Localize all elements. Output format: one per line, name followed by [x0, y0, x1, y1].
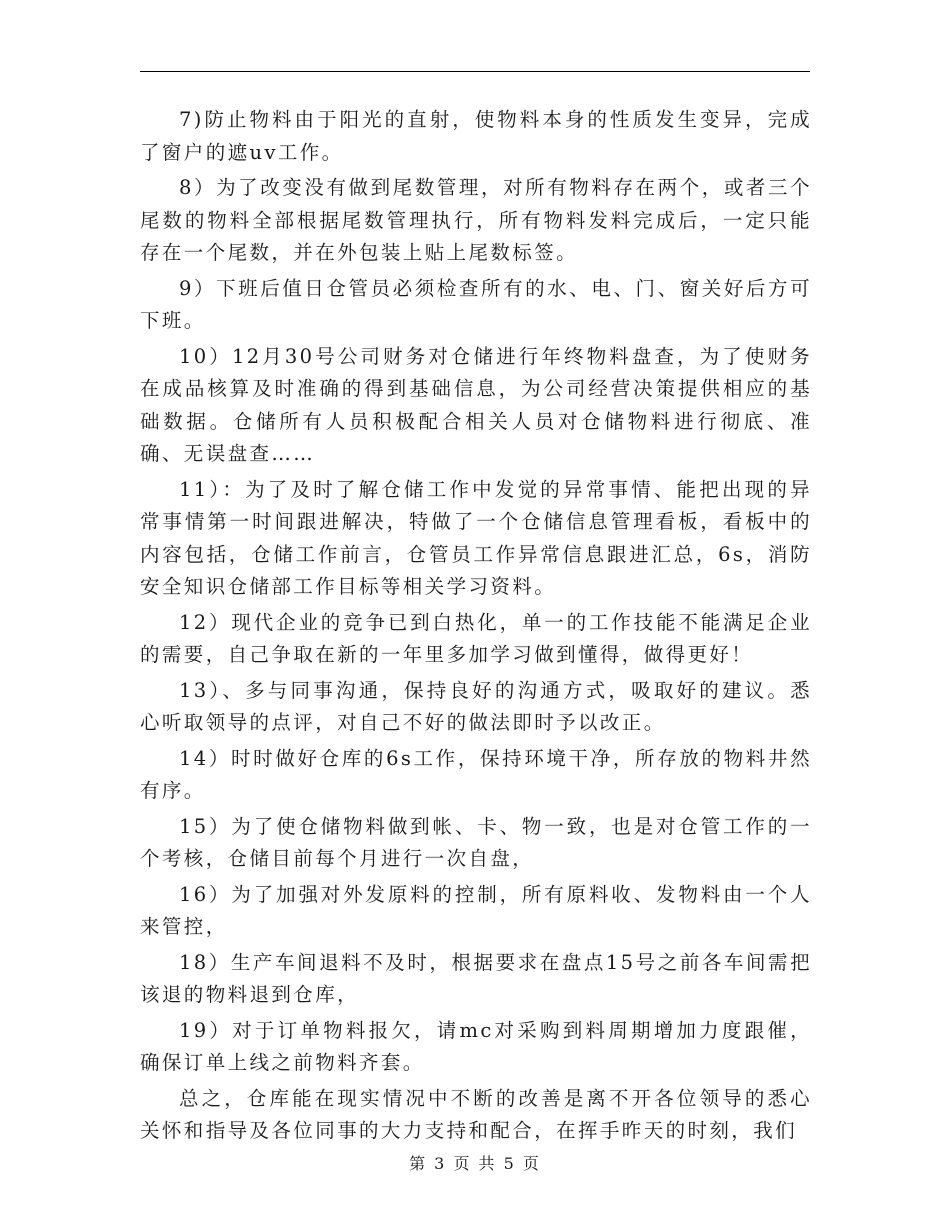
paragraph: 16）为了加强对外发原料的控制，所有原料收、发物料由一个人来管控， — [140, 882, 812, 938]
paragraph: 12）现代企业的竞争已到白热化，单一的工作技能不能满足企业的需要，自己争取在新的一年里多加学习做到懂得，做得更好！ — [140, 610, 812, 666]
paragraph: 13）、多与同事沟通，保持良好的沟通方式，吸取好的建议。悉心听取领导的点评，对自己不好的做法即时予以改正。 — [140, 678, 812, 734]
paragraph: 总之，仓库能在现实情况中不断的改善是离不开各位领导的悉心关怀和指导及各位同事的大力支持和配合，在挥手昨天的时刻，我们 — [140, 1086, 812, 1142]
page-number: 第 3 页 共 5 页 — [409, 1154, 541, 1173]
paragraph: 11）：为了及时了解仓储工作中发觉的异常事情、能把出现的异常事情第一时间跟进解决，特做了一个仓储信息管理看板，看板中的内容包括，仓储工作前言，仓管员工作异常信息跟进汇总，6s，消防安全知识仓储部工作目标等相关学习资料。 — [140, 477, 812, 598]
header-rule — [140, 71, 810, 72]
paragraph: 10）12月30号公司财务对仓储进行年终物料盘查，为了使财务在成品核算及时准确的得到基础信息，为公司经营决策提供相应的基础数据。仓储所有人员积极配合相关人员对仓储物料进行彻底、准确、无误盘查…… — [140, 344, 812, 465]
paragraph: 14）时时做好仓库的6s工作，保持环境干净，所存放的物料井然有序。 — [140, 746, 812, 802]
paragraph: 7)防止物料由于阳光的直射，使物料本身的性质发生变异，完成了窗户的遮uv工作。 — [140, 108, 812, 164]
paragraph: 15）为了使仓储物料做到帐、卡、物一致，也是对仓管工作的一个考核，仓储目前每个月进行一次自盘， — [140, 814, 812, 870]
paragraph: 9）下班后值日仓管员必须检查所有的水、电、门、窗关好后方可下班。 — [140, 276, 812, 332]
paragraph: 8）为了改变没有做到尾数管理，对所有物料存在两个，或者三个尾数的物料全部根据尾数管理执行，所有物料发料完成后，一定只能存在一个尾数，并在外包装上贴上尾数标签。 — [140, 176, 812, 264]
paragraph: 18）生产车间退料不及时，根据要求在盘点15号之前各车间需把该退的物料退到仓库， — [140, 950, 812, 1006]
paragraph: 19）对于订单物料报欠，请mc对采购到料周期增加力度跟催，确保订单上线之前物料齐套。 — [140, 1018, 812, 1074]
document-body — [140, 104, 812, 1148]
